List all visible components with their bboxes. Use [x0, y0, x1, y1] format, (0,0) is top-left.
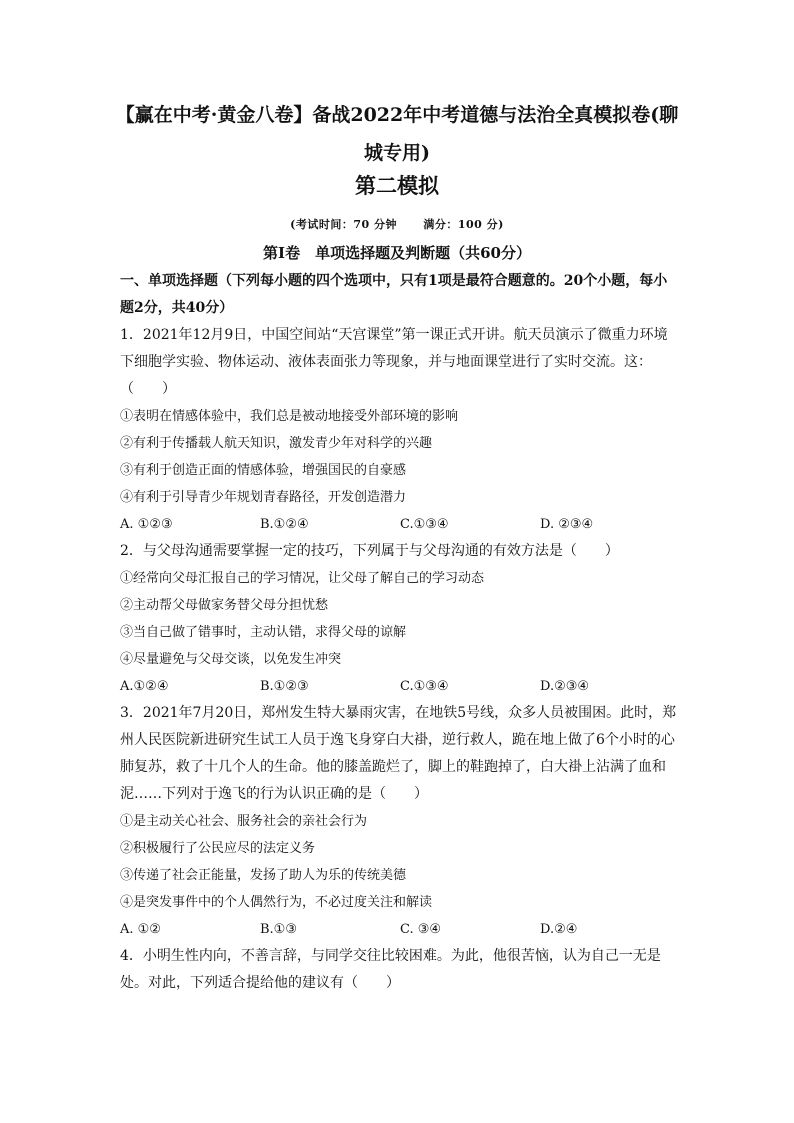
document-subtitle: 第二模拟	[355, 173, 439, 198]
answer-choice: B.①②④	[260, 517, 309, 532]
question-option: ③当自己做了错事时，主动认错，求得父母的谅解	[120, 625, 407, 640]
question-option: ③有利于创造正面的情感体验，增强国民的自豪感	[120, 463, 407, 478]
answer-choice: C.①③④	[400, 517, 449, 532]
question-stem: 2．与父母沟通需要掌握一定的技巧，下列属于与父母沟通的有效方法是（ ）	[120, 543, 619, 559]
question-option: ①表明在情感体验中，我们总是被动地接受外部环境的影响	[120, 409, 459, 424]
question-option: ①经常向父母汇报自己的学习情况，让父母了解自己的学习动态	[120, 571, 485, 586]
question-option: ④是突发事件中的个人偶然行为，不必过度关注和解读	[120, 895, 433, 910]
question-option: ①是主动关心社会、服务社会的亲社会行为	[120, 814, 368, 829]
answer-choice: C. ③④	[400, 922, 442, 937]
answer-choice: D.②④	[540, 922, 578, 937]
question-option: ②有利于传播载人航天知识，激发青少年对科学的兴趣	[120, 436, 433, 451]
question-option: ③传递了社会正能量，发扬了助人为乐的传统美德	[120, 868, 407, 883]
answer-choices	[120, 511, 680, 538]
exam-score: 满分：100 分)	[423, 218, 504, 231]
question-option: ④有利于引导青少年规划青春路径，开发创造潜力	[120, 490, 407, 505]
answer-choice: D. ②③④	[540, 517, 594, 532]
answer-choice: B.①③	[260, 922, 297, 937]
question-option: ④尽量避免与父母交谈，以免发生冲突	[120, 652, 342, 667]
exam-meta	[0, 216, 794, 232]
question-option: ②主动帮父母做家务替父母分担忧愁	[120, 598, 329, 613]
answer-choice: A. ①②③	[120, 517, 173, 532]
question-stem: 1．2021年12月9日，中国空间站“天宫课堂”第一课正式开讲。航天员演示了微重力环境下细胞学实验、物体运动、液体表面张力等现象，并与地面课堂进行了实时交流。这：（ ）	[120, 327, 668, 397]
question-option: ②积极履行了公民应尽的法定义务	[120, 841, 316, 856]
question-stem: 3．2021年7月20日，郑州发生特大暴雨灾害，在地铁5号线，众多人员被围困。此时，郑州人民医院新进研究生试工人员于逸飞身穿白大褂，逆行救人，跪在地上做了6个小时的心肺复苏，救了十几个人的生命。他的膝盖跪烂了，脚上的鞋跑掉了，白大褂上沾满了血和泥……下列对于逸飞的行为认识正确的是（ ）	[120, 705, 677, 802]
section-heading: 第Ⅰ卷 单项选择题及判断题（共60分）	[263, 244, 531, 262]
answer-choice: A.①②④	[120, 679, 169, 694]
answer-choice: D.②③④	[540, 679, 590, 694]
section-instruction: 一、单项选择题（下列每小题的四个选项中，只有1项是最符合题意的。20个小题，每小题2分，共40分）	[120, 273, 668, 316]
question-list	[120, 268, 680, 997]
answer-choices	[120, 916, 680, 943]
document-title: 【赢在中考·黄金八卷】备战2022年中考道德与法治全真模拟卷(聊城专用)	[115, 104, 679, 164]
answer-choice: C.①③④	[400, 679, 449, 694]
answer-choice: B.①②③	[260, 679, 309, 694]
answer-choices	[120, 673, 680, 700]
exam-time: (考试时间：70 分钟	[290, 218, 397, 231]
answer-choice: A. ①②	[120, 922, 161, 937]
question-stem: 4．小明生性内向，不善言辞，与同学交往比较困难。为此，他很苦恼，认为自己一无是处。对此，下列适合提给他的建议有（ ）	[120, 948, 661, 991]
